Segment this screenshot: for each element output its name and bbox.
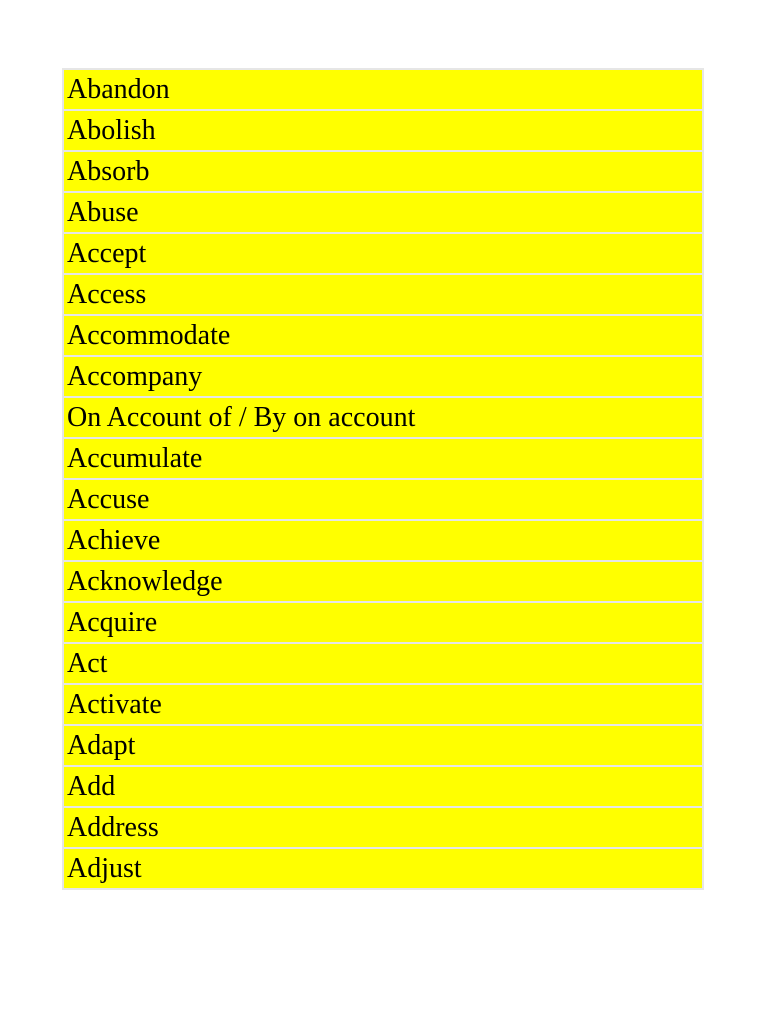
table-row <box>63 274 703 315</box>
word-cell: Abuse <box>63 192 703 233</box>
word-cell: Achieve <box>63 520 703 561</box>
table-row <box>63 69 703 110</box>
word-cell: Act <box>63 643 703 684</box>
word-cell: Adjust <box>63 848 703 889</box>
table-row <box>63 684 703 725</box>
word-cell: Activate <box>63 684 703 725</box>
word-list-table <box>62 68 704 890</box>
word-cell: Acquire <box>63 602 703 643</box>
table-row <box>63 848 703 889</box>
word-cell: Accompany <box>63 356 703 397</box>
table-row <box>63 397 703 438</box>
word-cell: Access <box>63 274 703 315</box>
table-row <box>63 315 703 356</box>
table-row <box>63 110 703 151</box>
table-row <box>63 520 703 561</box>
word-cell: Accuse <box>63 479 703 520</box>
table-row <box>63 479 703 520</box>
table-row <box>63 151 703 192</box>
table-row <box>63 233 703 274</box>
word-cell: Absorb <box>63 151 703 192</box>
word-cell: On Account of / By on account <box>63 397 703 438</box>
word-cell: Accumulate <box>63 438 703 479</box>
table-row <box>63 561 703 602</box>
word-cell: Acknowledge <box>63 561 703 602</box>
word-cell: Address <box>63 807 703 848</box>
table-row <box>63 192 703 233</box>
word-cell: Accommodate <box>63 315 703 356</box>
table-row <box>63 725 703 766</box>
word-list-body <box>63 69 703 889</box>
word-cell: Accept <box>63 233 703 274</box>
table-row <box>63 438 703 479</box>
table-row <box>63 356 703 397</box>
word-cell: Abolish <box>63 110 703 151</box>
table-row <box>63 766 703 807</box>
word-cell: Abandon <box>63 69 703 110</box>
table-row <box>63 602 703 643</box>
word-cell: Adapt <box>63 725 703 766</box>
table-row <box>63 643 703 684</box>
word-cell: Add <box>63 766 703 807</box>
table-row <box>63 807 703 848</box>
